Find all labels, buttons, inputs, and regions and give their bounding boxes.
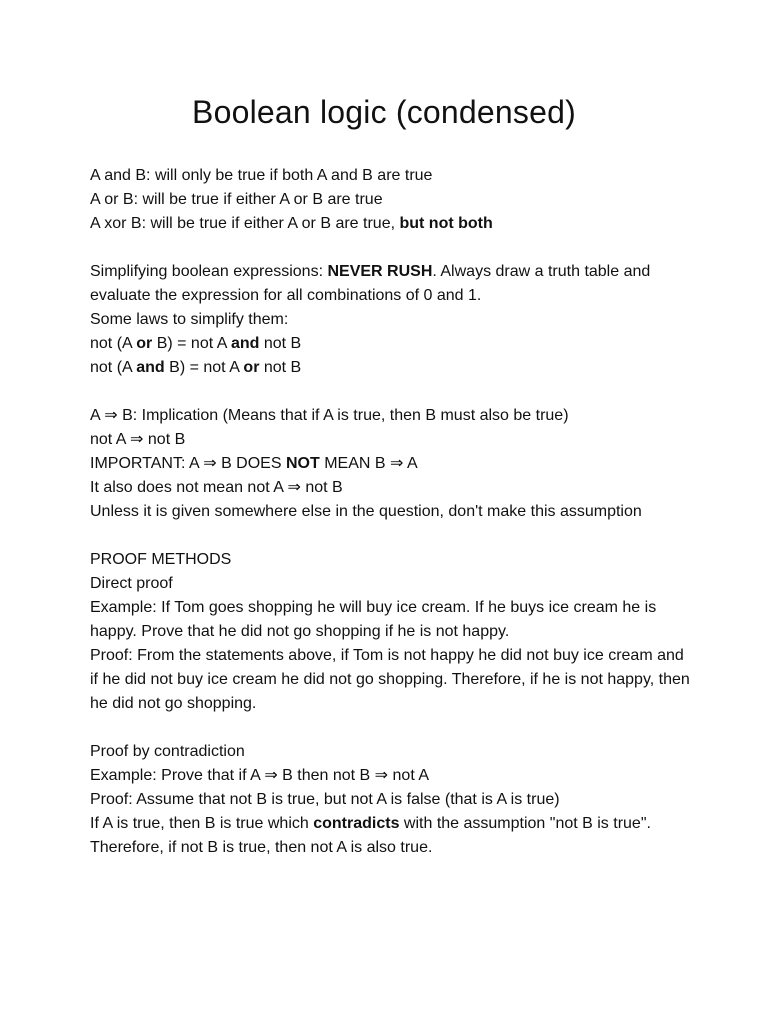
text-run: with the assumption "not B is true". <box>399 815 651 832</box>
paragraph-gap <box>90 236 690 260</box>
text-run: . Always draw a truth table and evaluate the expression for all combinations of 0 and 1. <box>90 263 651 304</box>
text-line <box>90 740 690 764</box>
text-run: IMPORTANT: A ⇒ B DOES <box>90 455 286 472</box>
text-line <box>90 428 690 452</box>
text-run: Direct proof <box>90 575 173 592</box>
text-run: not (A <box>90 335 137 352</box>
text-block <box>90 548 690 716</box>
text-line <box>90 404 690 428</box>
text-run: not (A <box>90 359 137 376</box>
text-run: Proof by contradiction <box>90 743 245 760</box>
text-line <box>90 572 690 596</box>
text-run: Simplifying boolean expressions: <box>90 263 328 280</box>
bold-text: or <box>243 359 260 376</box>
text-block <box>90 164 690 236</box>
text-block <box>90 404 690 524</box>
text-line <box>90 452 690 476</box>
text-line <box>90 764 690 788</box>
document-title: Boolean logic (condensed) <box>192 94 576 130</box>
text-line <box>90 836 690 860</box>
document-body <box>90 164 690 860</box>
text-run: A ⇒ B: Implication (Means that if A is true, then B must also be true) <box>90 407 569 424</box>
text-line <box>90 788 690 812</box>
text-run: Example: Prove that if A ⇒ B then not B ⇒ not A <box>90 767 429 784</box>
bold-text: and <box>230 335 260 352</box>
text-line <box>90 188 690 212</box>
text-line <box>90 644 690 716</box>
text-run: A or B: will be true if either A or B are true <box>90 191 383 208</box>
text-line <box>90 596 690 644</box>
bold-text: and <box>136 359 165 376</box>
text-run: A and B: will only be true if both A and B are true <box>90 167 433 184</box>
text-run: If A is true, then B is true which <box>90 815 314 832</box>
text-line <box>90 308 690 332</box>
text-run: Example: If Tom goes shopping he will buy ice cream. If he buys ice cream he is happy. Prove that he did not go shopping if he is not happy. <box>90 599 657 640</box>
paragraph-gap <box>90 716 690 740</box>
paragraph-gap <box>90 524 690 548</box>
text-line <box>90 164 690 188</box>
text-run: Unless it is given somewhere else in the question, don't make this assumption <box>90 503 642 520</box>
text-run: MEAN B ⇒ A <box>319 455 418 472</box>
text-run: B) = not A <box>152 335 231 352</box>
text-run: not B <box>259 359 302 376</box>
paragraph-gap <box>90 380 690 404</box>
bold-text: NEVER RUSH <box>327 263 433 280</box>
text-line <box>90 356 690 380</box>
text-line <box>90 260 690 308</box>
text-line <box>90 500 690 524</box>
text-line <box>90 212 690 236</box>
text-run: not B <box>259 335 302 352</box>
text-run: A xor B: will be true if either A or B are true, <box>90 215 400 232</box>
text-line <box>90 476 690 500</box>
text-block <box>90 260 690 380</box>
text-block <box>90 740 690 860</box>
text-line <box>90 812 690 836</box>
bold-text: or <box>136 335 153 352</box>
text-run: not A ⇒ not B <box>90 431 186 448</box>
bold-text: contradicts <box>313 815 400 832</box>
text-run: Some laws to simplify them: <box>90 311 289 328</box>
text-run: Therefore, if not B is true, then not A is also true. <box>90 839 433 856</box>
text-line <box>90 332 690 356</box>
text-run: PROOF METHODS <box>90 551 232 568</box>
text-run: B) = not A <box>164 359 244 376</box>
text-line <box>90 548 690 572</box>
text-run: It also does not mean not A ⇒ not B <box>90 479 343 496</box>
text-run: Proof: From the statements above, if Tom is not happy he did not buy ice cream and if he did not buy ice cream he did not go shopping. Therefore, if he is not happy, then he did not go shopping. <box>90 647 690 712</box>
bold-text: but not both <box>399 215 493 232</box>
text-run: Proof: Assume that not B is true, but not A is false (that is A is true) <box>90 791 560 808</box>
bold-text: NOT <box>285 455 320 472</box>
